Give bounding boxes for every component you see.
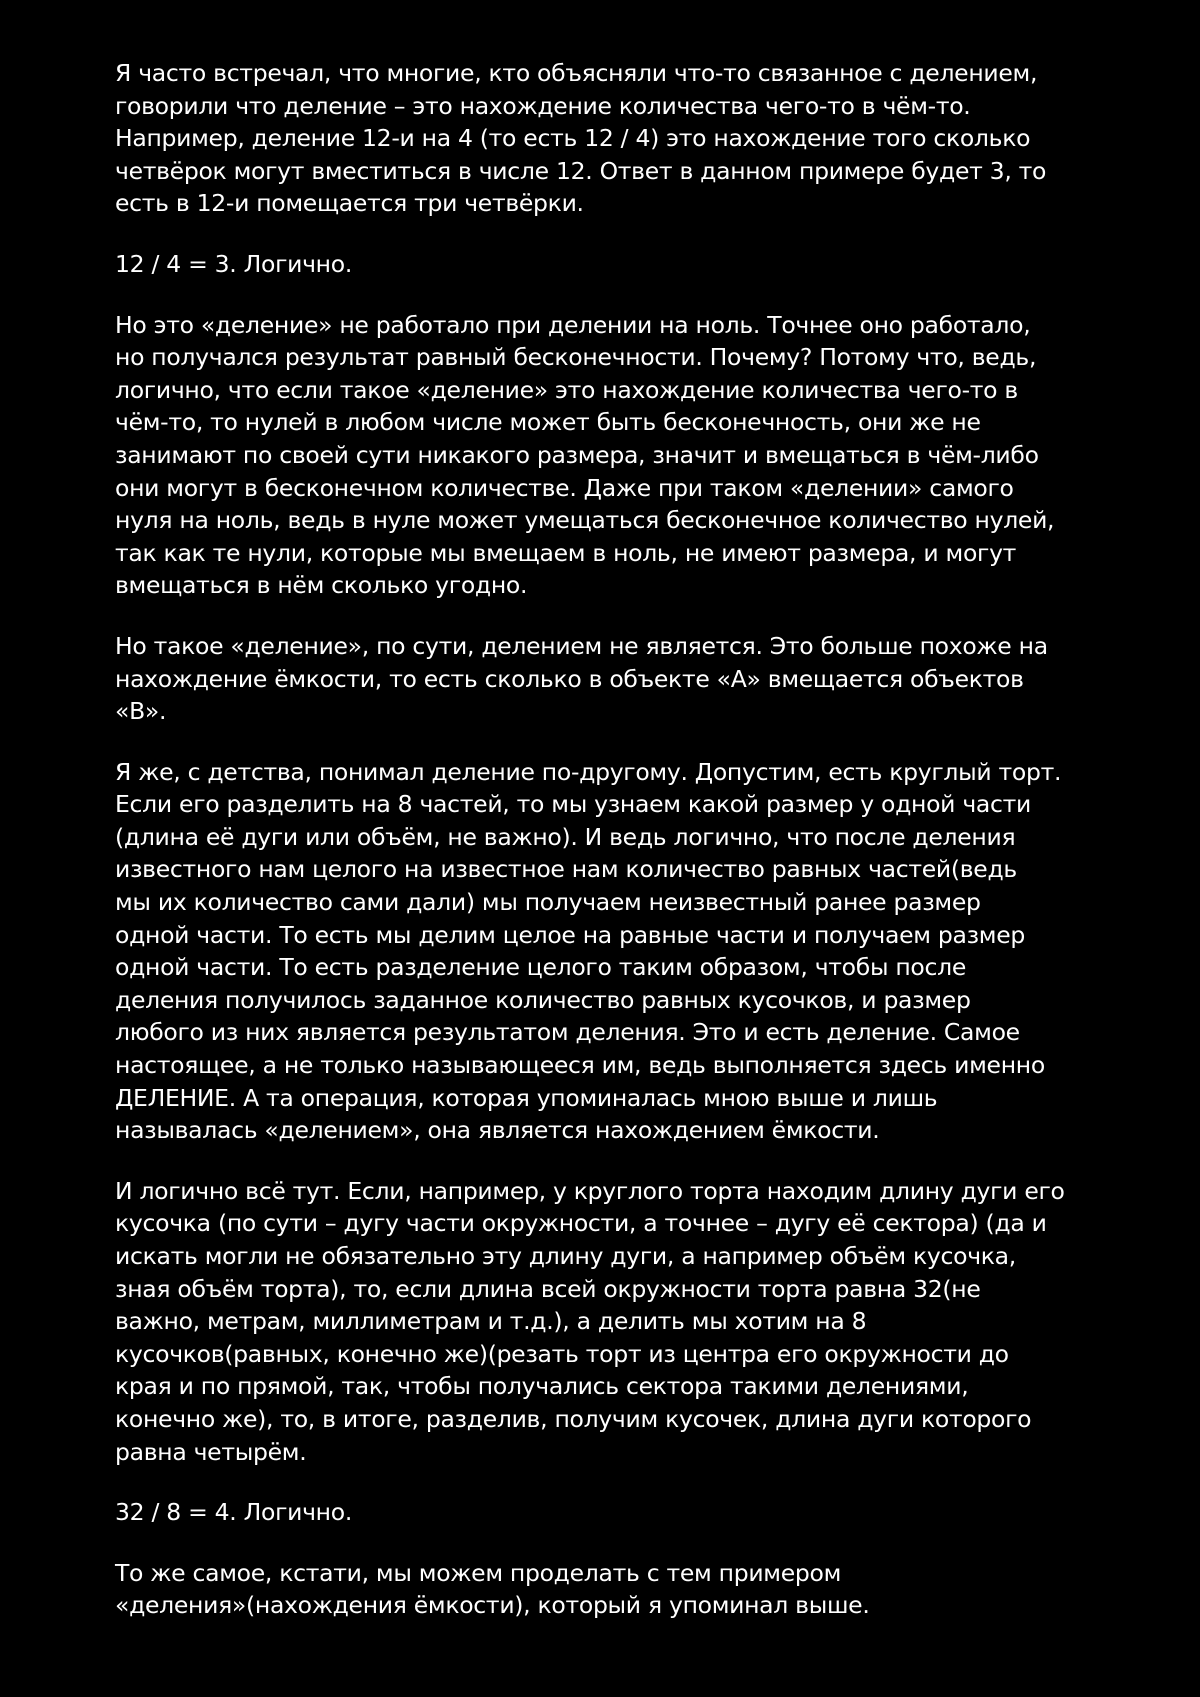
text-line: четвёрок могут вместиться в числе 12. Ответ в данном примере будет 3, то [115, 156, 1047, 185]
paragraph-4 [115, 630, 1125, 728]
text-line: искать могли не обязательно эту длину дуги, а например объём кусочка, [115, 1242, 1016, 1270]
text-line: нахождение ёмкости, то есть сколько в объекте «А» вмещается объектов [115, 664, 1024, 693]
text-line: И логично всё тут. Если, например, у круглого торта находим длину дуги его [115, 1176, 1065, 1205]
text-line: 32 / 8 = 4. Логично. [115, 1498, 352, 1527]
text-line: известного нам целого на известное нам количество равных частей(ведь [115, 855, 1017, 884]
paragraph-5 [115, 756, 1125, 1147]
text-line: края и по прямой, так, чтобы получались сектора такими делениями, [115, 1372, 969, 1401]
text-line: вмещаться в нём сколько угодно. [115, 571, 528, 600]
text-line: чём-то, то нулей в любом числе может быть бесконечность, они же не [115, 408, 981, 437]
text-line: так как те нули, которые мы вмещаем в ноль, не имеют размера, и могут [115, 538, 1017, 567]
text-line: одной части. То есть мы делим целое на равные части и получаем размер [115, 920, 1025, 949]
text-line: называлась «делением», она является нахождением ёмкости. [115, 1116, 880, 1145]
text-line: настоящее, а не только называющееся им, ведь выполняется здесь именно [115, 1051, 1045, 1080]
text-line: но получался результат равный бесконечности. Почему? Потому что, ведь, [115, 343, 1037, 372]
text-line: Но такое «деление», по сути, делением не является. Это больше похоже на [115, 631, 1048, 660]
text-line: логично, что если такое «деление» это нахождение количества чего-то в [115, 375, 1018, 404]
text-line: (длина её дуги или объём, не важно). И ведь логично, что после деления [115, 822, 1016, 851]
text-line: Я часто встречал, что многие, кто объясняли что-то связанное с делением, [115, 59, 1038, 87]
text-line: 12 / 4 = 3. Логично. [115, 249, 352, 278]
paragraph-6 [115, 1175, 1125, 1468]
text-line: кусочков(равных, конечно же)(резать торт из центра его окружности до [115, 1339, 1009, 1368]
paragraph-3 [115, 309, 1125, 602]
text-line: «деления»(нахождения ёмкости), который я упоминал выше. [115, 1591, 870, 1620]
paragraph-1 [115, 57, 1125, 220]
text-line: Если его разделить на 8 частей, то мы узнаем какой размер у одной части [115, 790, 1031, 819]
paragraph-8 [115, 1557, 1125, 1622]
text-line: зная объём торта), то, если длина всей окружности торта равна 32(не [115, 1274, 981, 1303]
text-line: «В». [115, 697, 167, 726]
text-line: нуля на ноль, ведь в нуле может умещаться бесконечное количество нулей, [115, 506, 1055, 535]
text-line: говорили что деление – это нахождение количества чего-то в чём-то. [115, 91, 971, 120]
text-line: одной части. То есть разделение целого таким образом, чтобы после [115, 953, 967, 982]
text-line: ДЕЛЕНИЕ. А та операция, которая упоминалась мною выше и лишь [115, 1083, 938, 1112]
text-line: есть в 12-и помещается три четвёрки. [115, 189, 584, 218]
paragraph-7 [115, 1496, 1125, 1529]
document-page [115, 57, 1125, 1650]
text-line: важно, метрам, миллиметрам и т.д.), а делить мы хотим на 8 [115, 1307, 867, 1336]
text-line: деления получилось заданное количество равных кусочков, и размер [115, 985, 971, 1014]
text-line: любого из них является результатом деления. Это и есть деление. Самое [115, 1018, 1020, 1047]
paragraph-2 [115, 248, 1125, 281]
text-line: кусочка (по сути – дугу части окружности, а точнее – дугу её сектора) (да и [115, 1209, 1047, 1238]
text-line: То же самое, кстати, мы можем проделать с тем примером [115, 1558, 842, 1587]
text-line: равна четырём. [115, 1437, 307, 1466]
text-line: Например, деление 12-и на 4 (то есть 12 / 4) это нахождение того сколько [115, 124, 1031, 153]
text-line: они могут в бесконечном количестве. Даже при таком «делении» самого [115, 473, 1014, 502]
text-line: занимают по своей сути никакого размера, значит и вмещаться в чём-либо [115, 440, 1039, 469]
text-line: мы их количество сами дали) мы получаем неизвестный ранее размер [115, 888, 981, 917]
text-line: Но это «деление» не работало при делении на ноль. Точнее оно работало, [115, 310, 1031, 339]
text-line: Я же, с детства, понимал деление по-другому. Допустим, есть круглый торт. [115, 757, 1062, 786]
text-line: конечно же), то, в итоге, разделив, получим кусочек, длина дуги которого [115, 1404, 1032, 1433]
